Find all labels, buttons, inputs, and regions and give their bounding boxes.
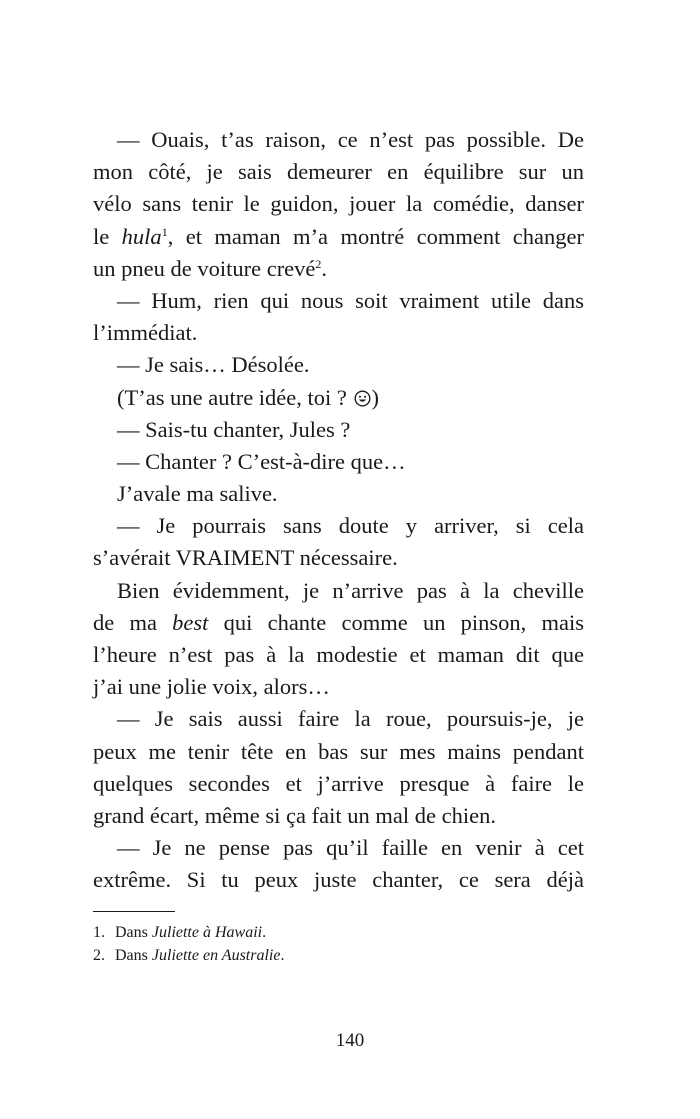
text-line: — Je ne pense pas qu’il faille en venir à cet: [117, 835, 584, 861]
text-line: un pneu de voiture crevé$^2$.: [93, 255, 328, 281]
text-line: le hula$^1$, et maman m’a montré comment changer: [93, 223, 584, 249]
footnote-ref: 1: [161, 224, 168, 239]
text-line: l’immédiat.: [93, 320, 198, 346]
text-line: de ma best qui chante comme un pinson, mais: [93, 609, 584, 635]
footnote-ref: 2: [315, 256, 322, 271]
page-number: 140: [335, 1030, 365, 1051]
text-line: grand écart, même si ça fait un mal de chien.: [93, 802, 496, 828]
text-line: s’avérait VRAIMENT nécessaire.: [93, 545, 398, 571]
footnotes: [93, 921, 584, 967]
text-line: extrême. Si tu peux juste chanter, ce sera déjà: [93, 867, 584, 893]
text-line: — Ouais, t’as raison, ce n’est pas possible. De: [117, 127, 584, 152]
text-line: — Hum, rien qui nous soit vraiment utile dans: [117, 287, 584, 313]
text-line: vélo sans tenir le guidon, jouer la comédie, danser: [93, 191, 584, 217]
text-line: — Je sais aussi faire la roue, poursuis-je, je: [117, 706, 584, 732]
footnote-number: 1.: [93, 924, 105, 941]
italic-word: best: [172, 609, 209, 635]
text-line: J’avale ma salive.: [117, 481, 278, 507]
text-line: peux me tenir tête en bas sur mes mains pendant: [93, 738, 584, 764]
text-line: quelques secondes et j’arrive presque à faire le: [93, 770, 584, 796]
footnote-2: 2. Dans Juliette en Australie.: [93, 944, 584, 967]
book-title: Juliette à Hawaii: [151, 924, 263, 941]
footnote-number: 2.: [93, 947, 105, 964]
footnote-divider: [93, 911, 175, 912]
text-line: — Chanter ? C’est-à-dire que…: [117, 448, 406, 474]
smiley-icon: [354, 390, 371, 407]
text-line: (T’as une autre idée, toi ? ): [117, 384, 380, 410]
text-line: Bien évidemment, je n’arrive pas à la cheville: [117, 577, 584, 603]
italic-word: hula: [121, 223, 162, 249]
page-body: [93, 124, 584, 897]
text-line: mon côté, je sais demeurer en équilibre sur un: [93, 159, 584, 185]
book-title: Juliette en Australie: [151, 947, 281, 964]
footnote-1: 1. Dans Juliette à Hawaii.: [93, 921, 584, 944]
text-line: — Je sais… Désolée.: [117, 352, 310, 378]
text-line: l’heure n’est pas à la modestie et maman dit que: [93, 642, 584, 667]
text-line: — Sais-tu chanter, Jules ?: [117, 416, 351, 442]
text-line: — Je pourrais sans doute y arriver, si cela: [117, 513, 584, 539]
text-line: j’ai une jolie voix, alors…: [93, 674, 330, 700]
